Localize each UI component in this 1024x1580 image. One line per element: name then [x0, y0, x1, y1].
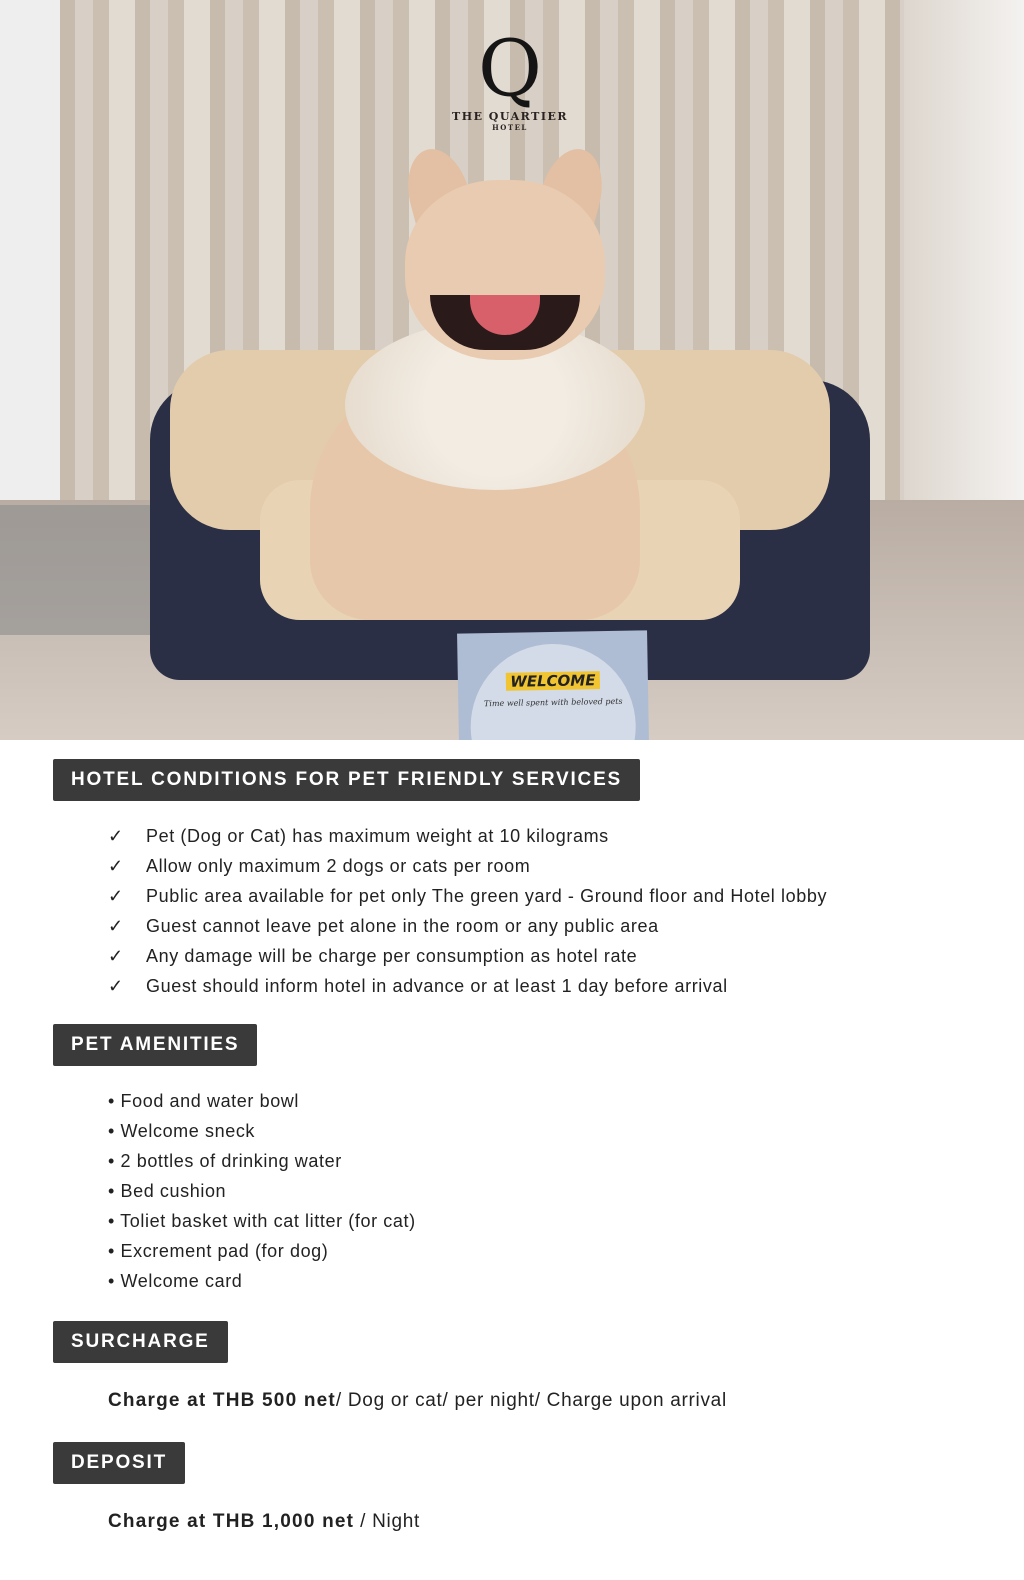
- condition-item: [108, 976, 827, 1006]
- amenities-list: [108, 1091, 416, 1301]
- logo-sub: HOTEL: [492, 123, 528, 132]
- amenity-item: • Excrement pad (for dog): [108, 1241, 329, 1261]
- condition-text: Pet (Dog or Cat) has maximum weight at 10 kilograms: [146, 826, 609, 846]
- condition-item: [108, 916, 827, 946]
- check-icon: ✓: [108, 976, 124, 996]
- amenity-item: • Food and water bowl: [108, 1091, 300, 1111]
- condition-text: Guest cannot leave pet alone in the room or any public area: [146, 916, 659, 936]
- amenity-item: • Welcome sneck: [108, 1121, 256, 1141]
- logo-name: THE QUARTIER: [452, 110, 568, 123]
- check-icon: ✓: [108, 856, 124, 876]
- amenity-item: • Toliet basket with cat litter (for cat): [108, 1211, 416, 1231]
- condition-item: [108, 946, 827, 976]
- deposit-heading: DEPOSIT: [53, 1442, 185, 1484]
- condition-item: [108, 826, 827, 856]
- check-icon: ✓: [108, 826, 124, 846]
- condition-item: [108, 856, 827, 886]
- condition-text: Public area available for pet only The green yard - Ground floor and Hotel lobby: [146, 886, 828, 906]
- logo-mark: Q: [478, 24, 542, 114]
- amenity-item: • Bed cushion: [108, 1181, 227, 1201]
- condition-text: Allow only maximum 2 dogs or cats per room: [146, 856, 531, 876]
- condition-item: [108, 886, 827, 916]
- surcharge-amount: Charge at THB 500 net: [108, 1390, 336, 1411]
- conditions-heading: HOTEL CONDITIONS FOR PET FRIENDLY SERVICES: [53, 759, 640, 801]
- hotel-logo: [440, 24, 580, 132]
- deposit-terms: / Night: [354, 1511, 420, 1532]
- condition-text: Any damage will be charge per consumption as hotel rate: [146, 946, 638, 966]
- check-icon: ✓: [108, 916, 124, 936]
- surcharge-text: [108, 1390, 727, 1412]
- deposit-text: [108, 1511, 420, 1533]
- check-icon: ✓: [108, 946, 124, 966]
- welcome-card: [457, 630, 649, 740]
- welcome-card-title: WELCOME: [506, 671, 600, 691]
- deposit-amount: Charge at THB 1,000 net: [108, 1511, 355, 1532]
- surcharge-terms: / Dog or cat/ per night/ Charge upon arrival: [335, 1390, 727, 1411]
- amenity-item: • Welcome card: [108, 1271, 243, 1291]
- surcharge-heading: SURCHARGE: [53, 1321, 228, 1363]
- amenity-item: • 2 bottles of drinking water: [108, 1151, 342, 1171]
- condition-text: Guest should inform hotel in advance or at least 1 day before arrival: [146, 976, 728, 996]
- amenities-heading: PET AMENITIES: [53, 1024, 257, 1066]
- welcome-card-subtitle: Time well spent with beloved pets: [483, 696, 623, 709]
- conditions-list: [108, 826, 827, 1006]
- hero-photo: [0, 0, 1024, 740]
- check-icon: ✓: [108, 886, 124, 906]
